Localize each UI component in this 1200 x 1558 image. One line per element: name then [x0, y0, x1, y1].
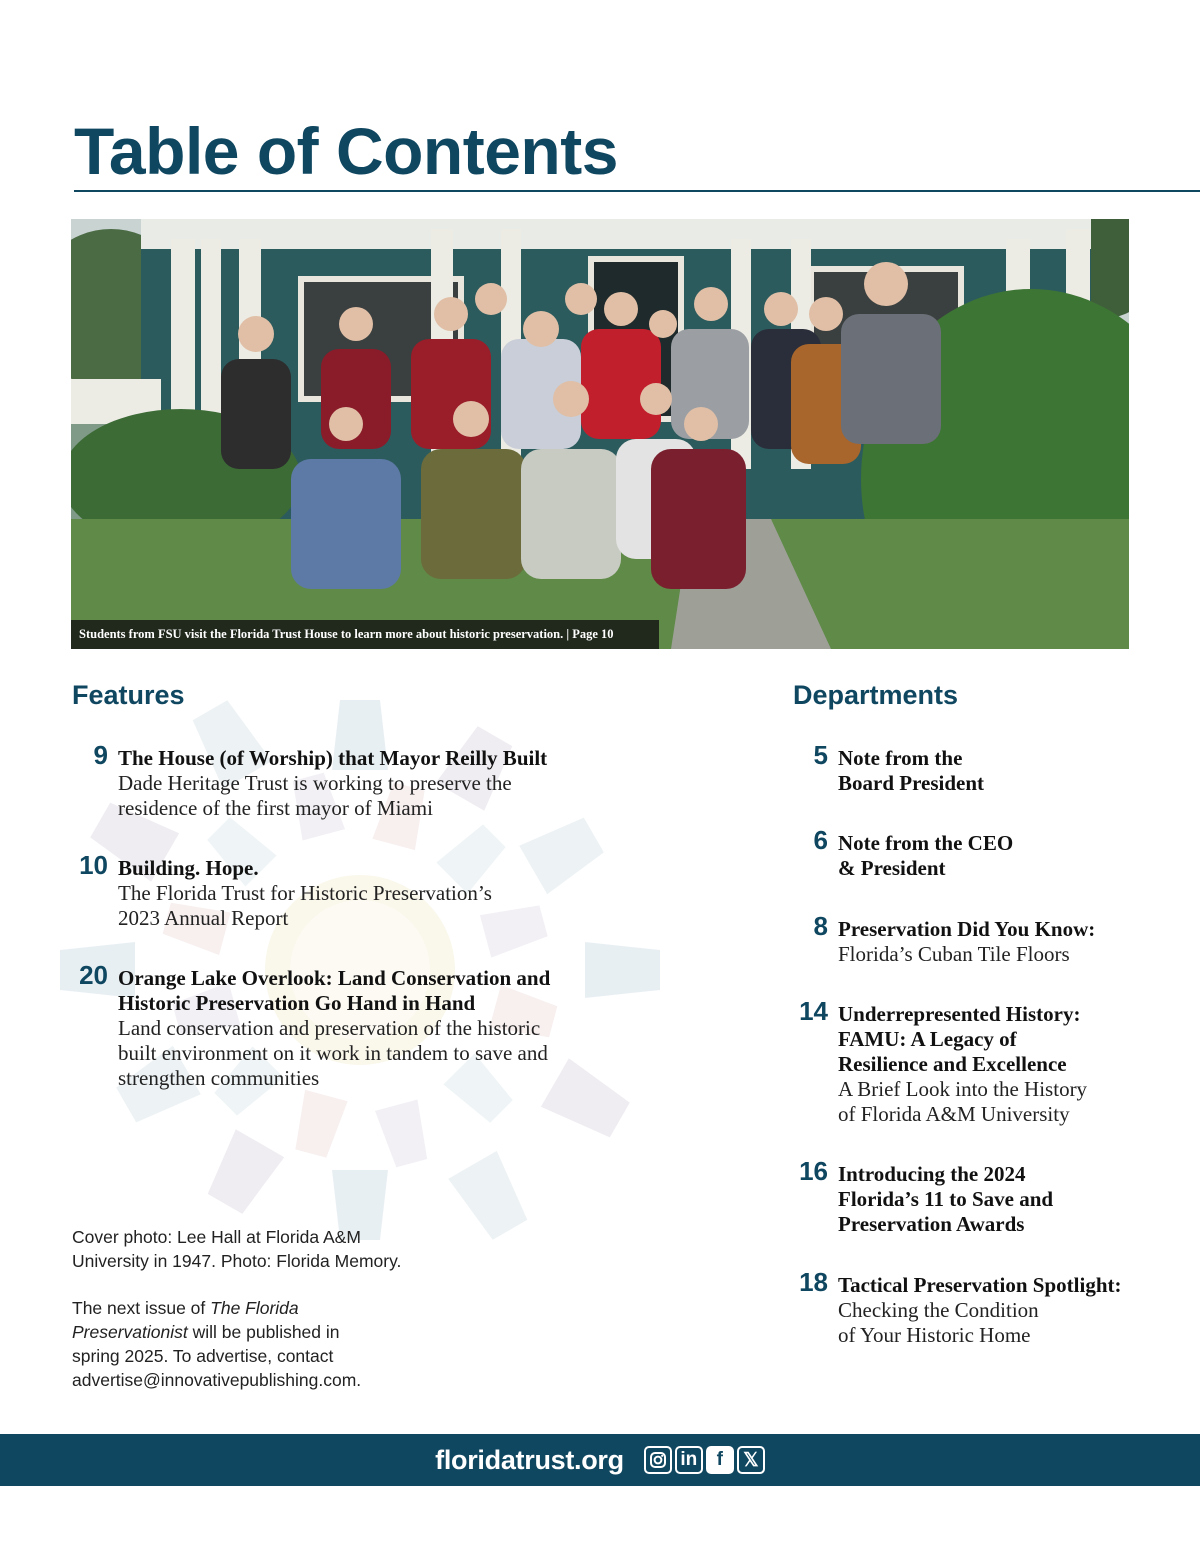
- departments-heading: Departments: [793, 680, 959, 710]
- social-links: [644, 1446, 765, 1474]
- entry-title: Introducing the 2024: [838, 1162, 1026, 1186]
- department-entry[interactable]: [813, 740, 1158, 796]
- page-number: 5: [813, 740, 828, 770]
- entry-title: Florida’s 11 to Save and: [838, 1187, 1054, 1211]
- footer-bar: [0, 1434, 1200, 1486]
- features-heading: Features: [72, 680, 185, 710]
- entry-description: Dade Heritage Trust is working to preserve the: [118, 771, 512, 795]
- entry-title: Resilience and Excellence: [838, 1052, 1067, 1076]
- department-entry[interactable]: [799, 1156, 1158, 1237]
- entry-description: Land conservation and preservation of the historic: [118, 1016, 541, 1040]
- entry-title: Building. Hope.: [118, 856, 259, 880]
- cover-credit-line: University in 1947. Photo: Florida Memory.: [72, 1251, 402, 1271]
- page-number: 16: [799, 1156, 828, 1186]
- entry-title: Underrepresented History:: [838, 1002, 1081, 1026]
- department-entry[interactable]: [799, 996, 1158, 1127]
- group-photo: [71, 219, 1129, 649]
- page-number: 9: [93, 740, 108, 770]
- page-title: Table of Contents: [74, 114, 618, 188]
- page-number: 10: [79, 850, 108, 880]
- page-number: 18: [799, 1267, 828, 1297]
- facebook-icon[interactable]: f: [706, 1446, 734, 1474]
- page-number: 14: [799, 996, 828, 1026]
- entry-title: Note from the: [838, 746, 963, 770]
- entry-description: of Florida A&M University: [838, 1102, 1070, 1126]
- x-icon[interactable]: 𝕏: [737, 1446, 765, 1474]
- entry-title: & President: [838, 856, 946, 880]
- entry-description: strengthen communities: [118, 1066, 320, 1090]
- feature-entry[interactable]: [79, 960, 658, 1091]
- photo-caption: Students from FSU visit the Florida Trust House to learn more about historic preservation. | Page 10: [71, 620, 659, 649]
- entry-title: Orange Lake Overlook: Land Conservation and: [118, 966, 551, 990]
- entry-title: The House (of Worship) that Mayor Reilly Built: [118, 746, 548, 770]
- department-entry[interactable]: [813, 825, 1158, 881]
- cover-photo-credit: [72, 1225, 401, 1273]
- entry-description: 2023 Annual Report: [118, 906, 289, 930]
- note-text: spring 2025. To advertise, contact: [72, 1346, 334, 1366]
- entry-description: Checking the Condition: [838, 1298, 1039, 1322]
- next-issue-note: [72, 1296, 361, 1392]
- entry-description: of Your Historic Home: [838, 1323, 1031, 1347]
- entry-description: The Florida Trust for Historic Preservation’s: [118, 881, 492, 905]
- title-divider: [74, 190, 1200, 192]
- group-photo-illustration: [71, 219, 1129, 649]
- magazine-name: The Florida: [210, 1298, 299, 1318]
- entry-description: A Brief Look into the History: [838, 1077, 1088, 1101]
- advertise-email-link[interactable]: advertise@innovativepublishing.com.: [72, 1370, 362, 1390]
- feature-entry[interactable]: [93, 740, 638, 821]
- magazine-name: Preservationist: [72, 1322, 188, 1342]
- department-entry[interactable]: [799, 1267, 1178, 1348]
- page-number: 6: [813, 825, 828, 855]
- linkedin-icon[interactable]: in: [675, 1446, 703, 1474]
- entry-title: Board President: [838, 771, 985, 795]
- entry-title: Preservation Did You Know:: [838, 917, 1096, 941]
- page-number: 20: [79, 960, 108, 990]
- entry-title: Note from the CEO: [838, 831, 1014, 855]
- entry-description: built environment on it work in tandem to save and: [118, 1041, 548, 1065]
- entry-title: Tactical Preservation Spotlight:: [838, 1273, 1122, 1297]
- page-number: 8: [813, 911, 828, 941]
- entry-description: Florida’s Cuban Tile Floors: [838, 942, 1070, 966]
- note-text: will be published in: [187, 1322, 340, 1342]
- instagram-icon[interactable]: [644, 1446, 672, 1474]
- entry-title: Historic Preservation Go Hand in Hand: [118, 991, 476, 1015]
- department-entry[interactable]: [813, 911, 1158, 967]
- note-text: The next issue of: [72, 1298, 211, 1318]
- entry-description: residence of the first mayor of Miami: [118, 796, 433, 820]
- entry-title: FAMU: A Legacy of: [838, 1027, 1017, 1051]
- feature-entry[interactable]: [79, 850, 638, 931]
- cover-credit-line: Cover photo: Lee Hall at Florida A&M: [72, 1227, 361, 1247]
- website-link[interactable]: floridatrust.org: [435, 1444, 624, 1475]
- entry-title: Preservation Awards: [838, 1212, 1025, 1236]
